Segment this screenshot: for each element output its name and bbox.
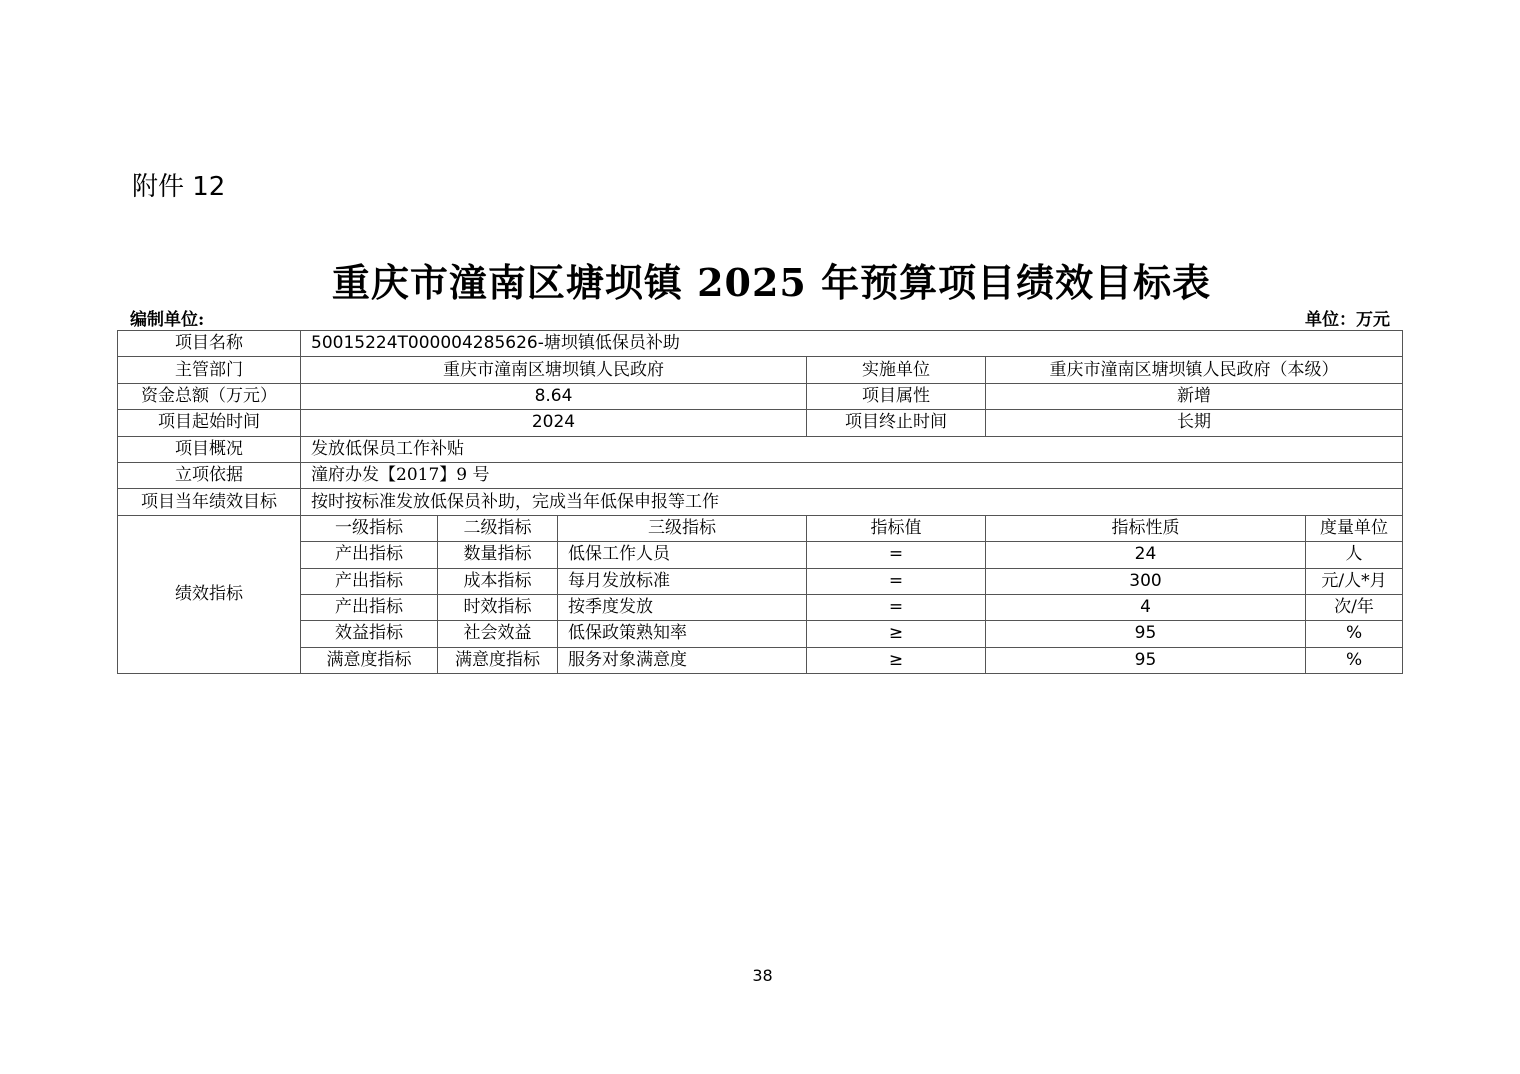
row-overview	[118, 436, 1403, 462]
header-level3: 三级指标	[558, 515, 807, 541]
basis-value: 潼府办发【2017】9 号	[301, 462, 1403, 488]
value-cell: =	[807, 542, 986, 568]
level3-cell: 低保政策熟知率	[558, 621, 807, 647]
table-row	[118, 568, 1403, 594]
indicator-header-row	[118, 515, 1403, 541]
fund-value: 8.64	[301, 383, 807, 409]
unit-cell: %	[1306, 647, 1403, 673]
project-name-label: 项目名称	[118, 331, 301, 357]
unit-cell: %	[1306, 621, 1403, 647]
level2-cell: 成本指标	[438, 568, 558, 594]
overview-value: 发放低保员工作补贴	[301, 436, 1403, 462]
attr-label: 项目属性	[807, 383, 986, 409]
attachment-label: 附件 12	[132, 172, 226, 202]
table-row	[118, 542, 1403, 568]
level2-cell: 社会效益	[438, 621, 558, 647]
header-value: 指标值	[807, 515, 986, 541]
attr-value: 新增	[986, 383, 1403, 409]
impl-value: 重庆市潼南区塘坝镇人民政府（本级）	[986, 357, 1403, 383]
level1-cell: 效益指标	[301, 621, 438, 647]
level3-cell: 按季度发放	[558, 594, 807, 620]
level1-cell: 产出指标	[301, 542, 438, 568]
goal-label: 项目当年绩效目标	[118, 489, 301, 515]
row-project-name	[118, 331, 1403, 357]
performance-table	[117, 330, 1403, 674]
impl-label: 实施单位	[807, 357, 986, 383]
level3-cell: 每月发放标准	[558, 568, 807, 594]
unit-cell: 人	[1306, 542, 1403, 568]
level2-cell: 时效指标	[438, 594, 558, 620]
indicator-section-label: 绩效指标	[118, 515, 301, 673]
page-title: 重庆市潼南区塘坝镇 2025 年预算项目绩效目标表	[331, 260, 1212, 305]
overview-label: 项目概况	[118, 436, 301, 462]
compile-unit-label: 编制单位:	[130, 310, 205, 330]
fund-label: 资金总额（万元）	[118, 383, 301, 409]
start-value: 2024	[301, 410, 807, 436]
row-time	[118, 410, 1403, 436]
goal-value: 按时按标准发放低保员补助，完成当年低保申报等工作	[301, 489, 1403, 515]
dept-value: 重庆市潼南区塘坝镇人民政府	[301, 357, 807, 383]
nature-cell: 300	[986, 568, 1306, 594]
table-row	[118, 647, 1403, 673]
row-basis	[118, 462, 1403, 488]
nature-cell: 4	[986, 594, 1306, 620]
unit-label: 单位：万元	[1305, 310, 1390, 330]
level3-cell: 服务对象满意度	[558, 647, 807, 673]
dept-label: 主管部门	[118, 357, 301, 383]
value-cell: ≥	[807, 647, 986, 673]
start-label: 项目起始时间	[118, 410, 301, 436]
level1-cell: 产出指标	[301, 568, 438, 594]
nature-cell: 95	[986, 647, 1306, 673]
table-row	[118, 594, 1403, 620]
value-cell: =	[807, 568, 986, 594]
level2-cell: 满意度指标	[438, 647, 558, 673]
unit-cell: 次/年	[1306, 594, 1403, 620]
level1-cell: 产出指标	[301, 594, 438, 620]
project-name-value: 50015224T000004285626-塘坝镇低保员补助	[301, 331, 1403, 357]
unit-cell: 元/人*月	[1306, 568, 1403, 594]
page-number: 38	[752, 966, 773, 985]
nature-cell: 95	[986, 621, 1306, 647]
row-dept	[118, 357, 1403, 383]
header-nature: 指标性质	[986, 515, 1306, 541]
nature-cell: 24	[986, 542, 1306, 568]
basis-label: 立项依据	[118, 462, 301, 488]
header-level1: 一级指标	[301, 515, 438, 541]
row-goal	[118, 489, 1403, 515]
value-cell: ≥	[807, 621, 986, 647]
header-level2: 二级指标	[438, 515, 558, 541]
row-fund	[118, 383, 1403, 409]
table-row	[118, 621, 1403, 647]
value-cell: =	[807, 594, 986, 620]
level2-cell: 数量指标	[438, 542, 558, 568]
level1-cell: 满意度指标	[301, 647, 438, 673]
level3-cell: 低保工作人员	[558, 542, 807, 568]
end-value: 长期	[986, 410, 1403, 436]
end-label: 项目终止时间	[807, 410, 986, 436]
header-unit: 度量单位	[1306, 515, 1403, 541]
